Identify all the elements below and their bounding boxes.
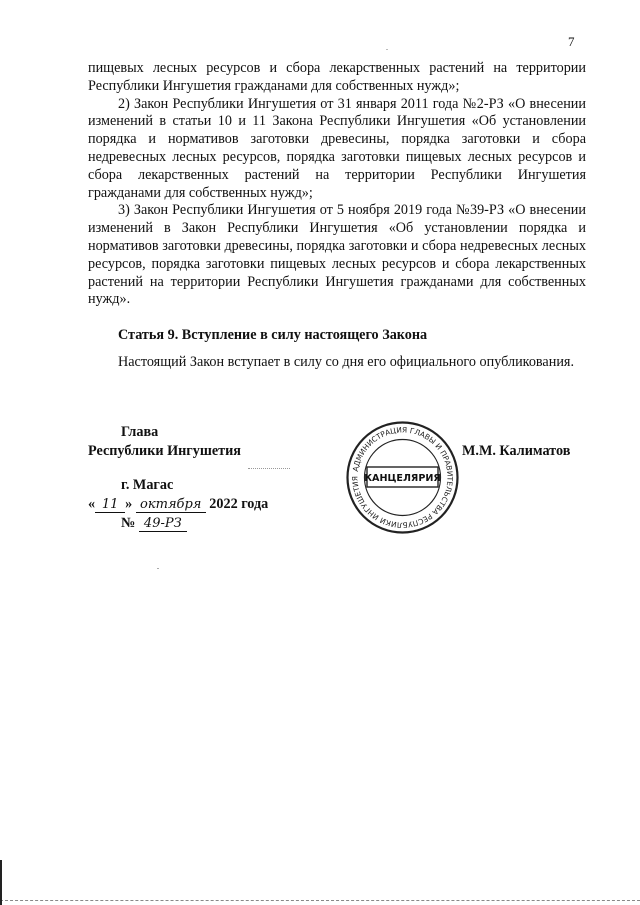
date-year: 2022 года	[209, 496, 269, 512]
number-handwritten: 49-РЗ	[139, 516, 187, 532]
signatory-name: М.М. Калиматов	[462, 443, 571, 459]
date-day-handwritten: 11	[95, 497, 125, 513]
date-open-quote: «	[88, 496, 96, 512]
signing-date	[88, 496, 268, 513]
office-stamp	[345, 420, 460, 535]
body-text	[88, 60, 586, 309]
scan-bottom-edge	[0, 900, 640, 901]
paragraph-law-2: 2) Закон Республики Ингушетия от 31 января 2011 года №2-РЗ «О внесении изменений в статьи 10 и 11 Закона Республики Ингушетия «Об установлении порядка и нормативов заготовки древесины, порядка заготовки и сбора недревесных лесных ресурсов, порядка заготовки пищевых лесных ресурсов и сбора лекарственных растений на территории Республики Ингушетия гражданами для собственных нужд»;	[88, 95, 586, 201]
scan-speck	[386, 49, 388, 50]
stamp-ring-text: АДМИНИСТРАЦИЯ ГЛАВЫ И ПРАВИТЕЛЬСТВА РЕСПУБЛИКИ ИНГУШЕТИЯ	[350, 425, 455, 530]
paragraph-law-3: 3) Закон Республики Ингушетия от 5 ноября 2019 года №39-РЗ «О внесении изменений в Закон Республики Ингушетия «Об установлении порядка и нормативов заготовки древесины, порядка заготовки и сбора недревесных лесных ресурсов, порядка заготовки пищевых лесных ресурсов и сбора лекарственных растений на территории Республики Ингушетия гражданами для собственных нужд».	[88, 202, 586, 308]
law-number	[121, 515, 187, 532]
date-month-handwritten: октября	[136, 497, 206, 513]
stamp-center-text: КАНЦЕЛЯРИЯ	[364, 473, 441, 484]
page-number: 7	[568, 34, 575, 49]
paragraph-continuation: пищевых лесных ресурсов и сбора лекарственных растений на территории Республики Ингушетия гражданами для собственных нужд»;	[88, 60, 586, 94]
signing-city: г. Магас	[121, 477, 174, 493]
scan-left-edge	[0, 860, 2, 905]
scan-speck-2	[157, 568, 159, 569]
number-prefix: №	[121, 515, 136, 531]
article-text	[88, 354, 586, 372]
signature-title-line2: Республики Ингушетия	[88, 443, 241, 459]
date-close-quote: »	[125, 496, 133, 512]
article-paragraph: Настоящий Закон вступает в силу со дня его официального опубликования.	[118, 354, 574, 370]
article-heading: Статья 9. Вступление в силу настоящего Закона	[118, 327, 428, 343]
signature-line	[248, 468, 290, 469]
signature-title-line1: Глава	[121, 424, 159, 440]
